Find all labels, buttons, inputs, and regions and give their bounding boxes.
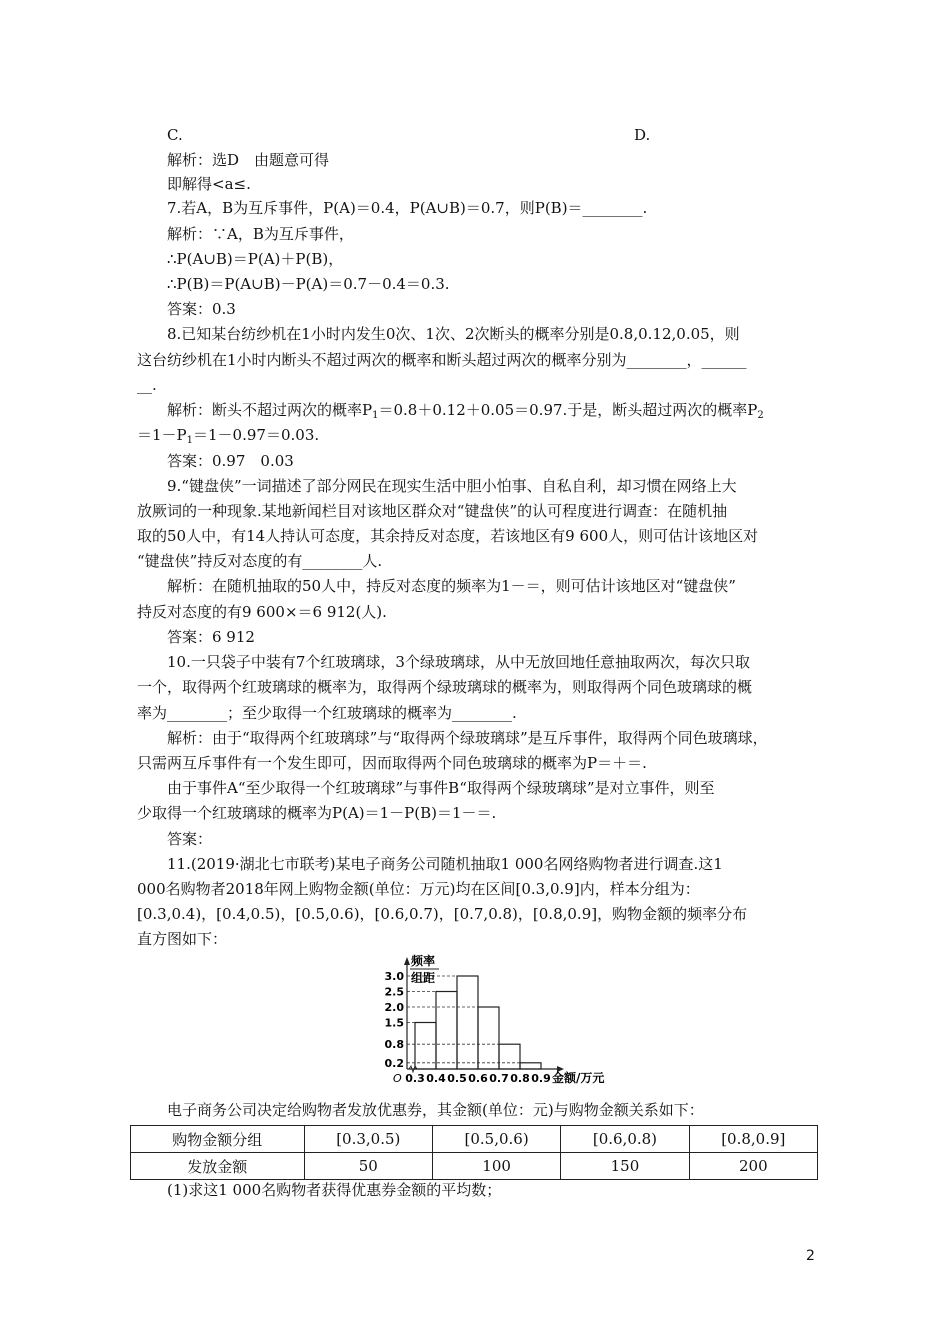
y-axis-label-bottom: 组距 bbox=[411, 971, 436, 985]
table-cell: [0.3,0.5) bbox=[304, 1126, 432, 1153]
y-tick-label: 0.2 bbox=[384, 1056, 404, 1070]
frequency-histogram bbox=[365, 953, 625, 1093]
q10-answer: 答案： bbox=[167, 830, 213, 848]
q6-solution-line2: 即解得<a≤. bbox=[167, 175, 251, 193]
option-c: C. bbox=[167, 126, 183, 144]
table-cell: 50 bbox=[304, 1153, 432, 1180]
q8-solution-line2: $=1-P_1=1-0.97=0.03$. bbox=[137, 426, 320, 446]
x-tick-label: 0.6 bbox=[468, 1072, 488, 1085]
histogram-bar bbox=[457, 976, 478, 1069]
x-tick-label: 0.7 bbox=[489, 1072, 509, 1085]
q8-answer: 答案：0.97 0.03 bbox=[167, 452, 294, 470]
y-tick-label: 0.8 bbox=[384, 1038, 404, 1052]
q11-stem-line1: 11.(2019·湖北七市联考)某电子商务公司随机抽取1 000名网络购物者进行调查.这1 bbox=[167, 855, 723, 873]
q8-solution-line1: 解析：断头不超过两次的概率$P_1=0.8+0.12+0.05=0.97$.于是，断头超过两次的概率$P_2$ bbox=[167, 401, 764, 421]
histogram-bar bbox=[499, 1044, 520, 1069]
row-header-amounts: 发放金额 bbox=[131, 1153, 305, 1180]
histogram-bar bbox=[436, 992, 457, 1070]
histogram-bar bbox=[520, 1063, 541, 1069]
origin-label: O bbox=[393, 1072, 402, 1085]
table-row bbox=[131, 1126, 818, 1153]
x-tick-label: 0.3 bbox=[405, 1072, 425, 1085]
table-cell: [0.8,0.9] bbox=[689, 1126, 817, 1153]
page-number: 2 bbox=[806, 1248, 815, 1264]
y-axis-label-top: 频率 bbox=[411, 954, 436, 968]
q6-options bbox=[167, 125, 651, 145]
q11-after-chart: 电子商务公司决定给购物者发放优惠券，其金额(单位：元)与购物金额关系如下： bbox=[167, 1101, 704, 1119]
q7-stem: 7.若A，B为互斥事件，P(A)＝0.4，P(A∪B)＝0.7，则P(B)＝________. bbox=[167, 199, 648, 217]
q7-solution-line2: ∴P(A∪B)＝P(A)＋P(B)， bbox=[167, 250, 344, 268]
x-tick-label: 0.5 bbox=[447, 1072, 467, 1085]
q11-stem-line3: [0.3,0.4)，[0.4,0.5)，[0.5,0.6)，[0.6,0.7)，[0.7,0.8)，[0.8,0.9]，购物金额的频率分布 bbox=[137, 905, 748, 923]
q10-stem-line3: 率为________；至少取得一个红玻璃球的概率为________. bbox=[137, 704, 517, 722]
q10-stem-line2: 一个，取得两个红玻璃球的概率为，取得两个绿玻璃球的概率为，则取得两个同色玻璃球的概 bbox=[137, 678, 753, 696]
row-header-groups: 购物金额分组 bbox=[131, 1126, 305, 1153]
q10-solution-line1: 解析：由于“取得两个红玻璃球”与“取得两个绿玻璃球”是互斥事件，取得两个同色玻璃球， bbox=[167, 729, 768, 747]
y-axis-arrow bbox=[404, 957, 410, 965]
y-tick-label: 1.5 bbox=[384, 1016, 404, 1030]
q10-solution-line4: 少取得一个红玻璃球的概率为P(A)＝1－P(B)＝1－＝. bbox=[137, 804, 497, 822]
q8-stem-line2: 这台纺纱机在1小时内断头不超过两次的概率和断头超过两次的概率分别为________，______ bbox=[137, 351, 747, 369]
q9-solution-line1: 解析：在随机抽取的50人中，持反对态度的频率为1－＝，则可估计该地区对“键盘侠” bbox=[167, 577, 736, 595]
table-row bbox=[131, 1153, 818, 1180]
q9-solution-line2: 持反对态度的有9 600×＝6 912(人). bbox=[137, 603, 387, 621]
table-cell: [0.5,0.6) bbox=[432, 1126, 560, 1153]
y-tick-label: 3.0 bbox=[384, 970, 404, 983]
q9-stem-line1: 9.“键盘侠”一词描述了部分网民在现实生活中胆小怕事、自私自利，却习惯在网络上大 bbox=[167, 477, 737, 495]
q11-stem-line4: 直方图如下： bbox=[137, 930, 228, 948]
q9-stem-line4: “键盘侠”持反对态度的有________人. bbox=[137, 552, 383, 570]
y-tick-label: 2.5 bbox=[384, 985, 404, 999]
q7-solution-line1: 解析：∵A，B为互斥事件， bbox=[167, 225, 354, 243]
q7-solution-line3: ∴P(B)＝P(A∪B)－P(A)＝0.7－0.4＝0.3. bbox=[167, 275, 450, 293]
q9-stem-line2: 放厥词的一种现象.某地新闻栏目对该地区群众对“键盘侠”的认可程度进行调查：在随机抽 bbox=[137, 502, 728, 520]
histogram-bar bbox=[415, 1023, 436, 1070]
table-cell: 200 bbox=[689, 1153, 817, 1180]
option-d: D. bbox=[634, 126, 651, 144]
q6-solution-line1: 解析：选D 由题意可得 bbox=[167, 151, 330, 169]
q11-stem-line2: 000名购物者2018年网上购物金额(单位：万元)均在区间[0.3,0.9]内，样本分组为： bbox=[137, 880, 700, 898]
x-axis-label: 金额/万元 bbox=[552, 1071, 605, 1085]
q10-solution-line3: 由于事件A“至少取得一个红玻璃球”与事件B“取得两个绿玻璃球”是对立事件，则至 bbox=[167, 779, 715, 797]
q10-stem-line1: 10.一只袋子中装有7个红玻璃球，3个绿玻璃球，从中无放回地任意抽取两次，每次只取 bbox=[167, 653, 750, 671]
q9-stem-line3: 取的50人中，有14人持认可态度，其余持反对态度，若该地区有9 600人，则可估计该地区对 bbox=[137, 527, 759, 545]
q10-solution-line2: 只需两互斥事件有一个发生即可，因而取得两个同色玻璃球的概率为P＝＋＝. bbox=[137, 754, 647, 772]
q8-stem-line3: __. bbox=[137, 376, 157, 394]
q7-answer: 答案：0.3 bbox=[167, 300, 236, 318]
q9-answer: 答案：6 912 bbox=[167, 628, 255, 646]
coupon-table bbox=[130, 1125, 818, 1180]
table-cell: 150 bbox=[561, 1153, 689, 1180]
y-tick-label: 2.0 bbox=[384, 1001, 404, 1014]
table-cell: [0.6,0.8) bbox=[561, 1126, 689, 1153]
x-tick-label: 0.4 bbox=[426, 1072, 446, 1085]
x-tick-label: 0.8 bbox=[510, 1072, 530, 1085]
q8-stem-line1: 8.已知某台纺纱机在1小时内发生0次、1次、2次断头的概率分别是0.8,0.12,0.05，则 bbox=[167, 325, 740, 343]
histogram-bar bbox=[478, 1007, 499, 1069]
x-tick-label: 0.9 bbox=[531, 1072, 551, 1085]
table-cell: 100 bbox=[432, 1153, 560, 1180]
q11-part1: (1)求这1 000名购物者获得优惠券金额的平均数； bbox=[167, 1181, 502, 1199]
